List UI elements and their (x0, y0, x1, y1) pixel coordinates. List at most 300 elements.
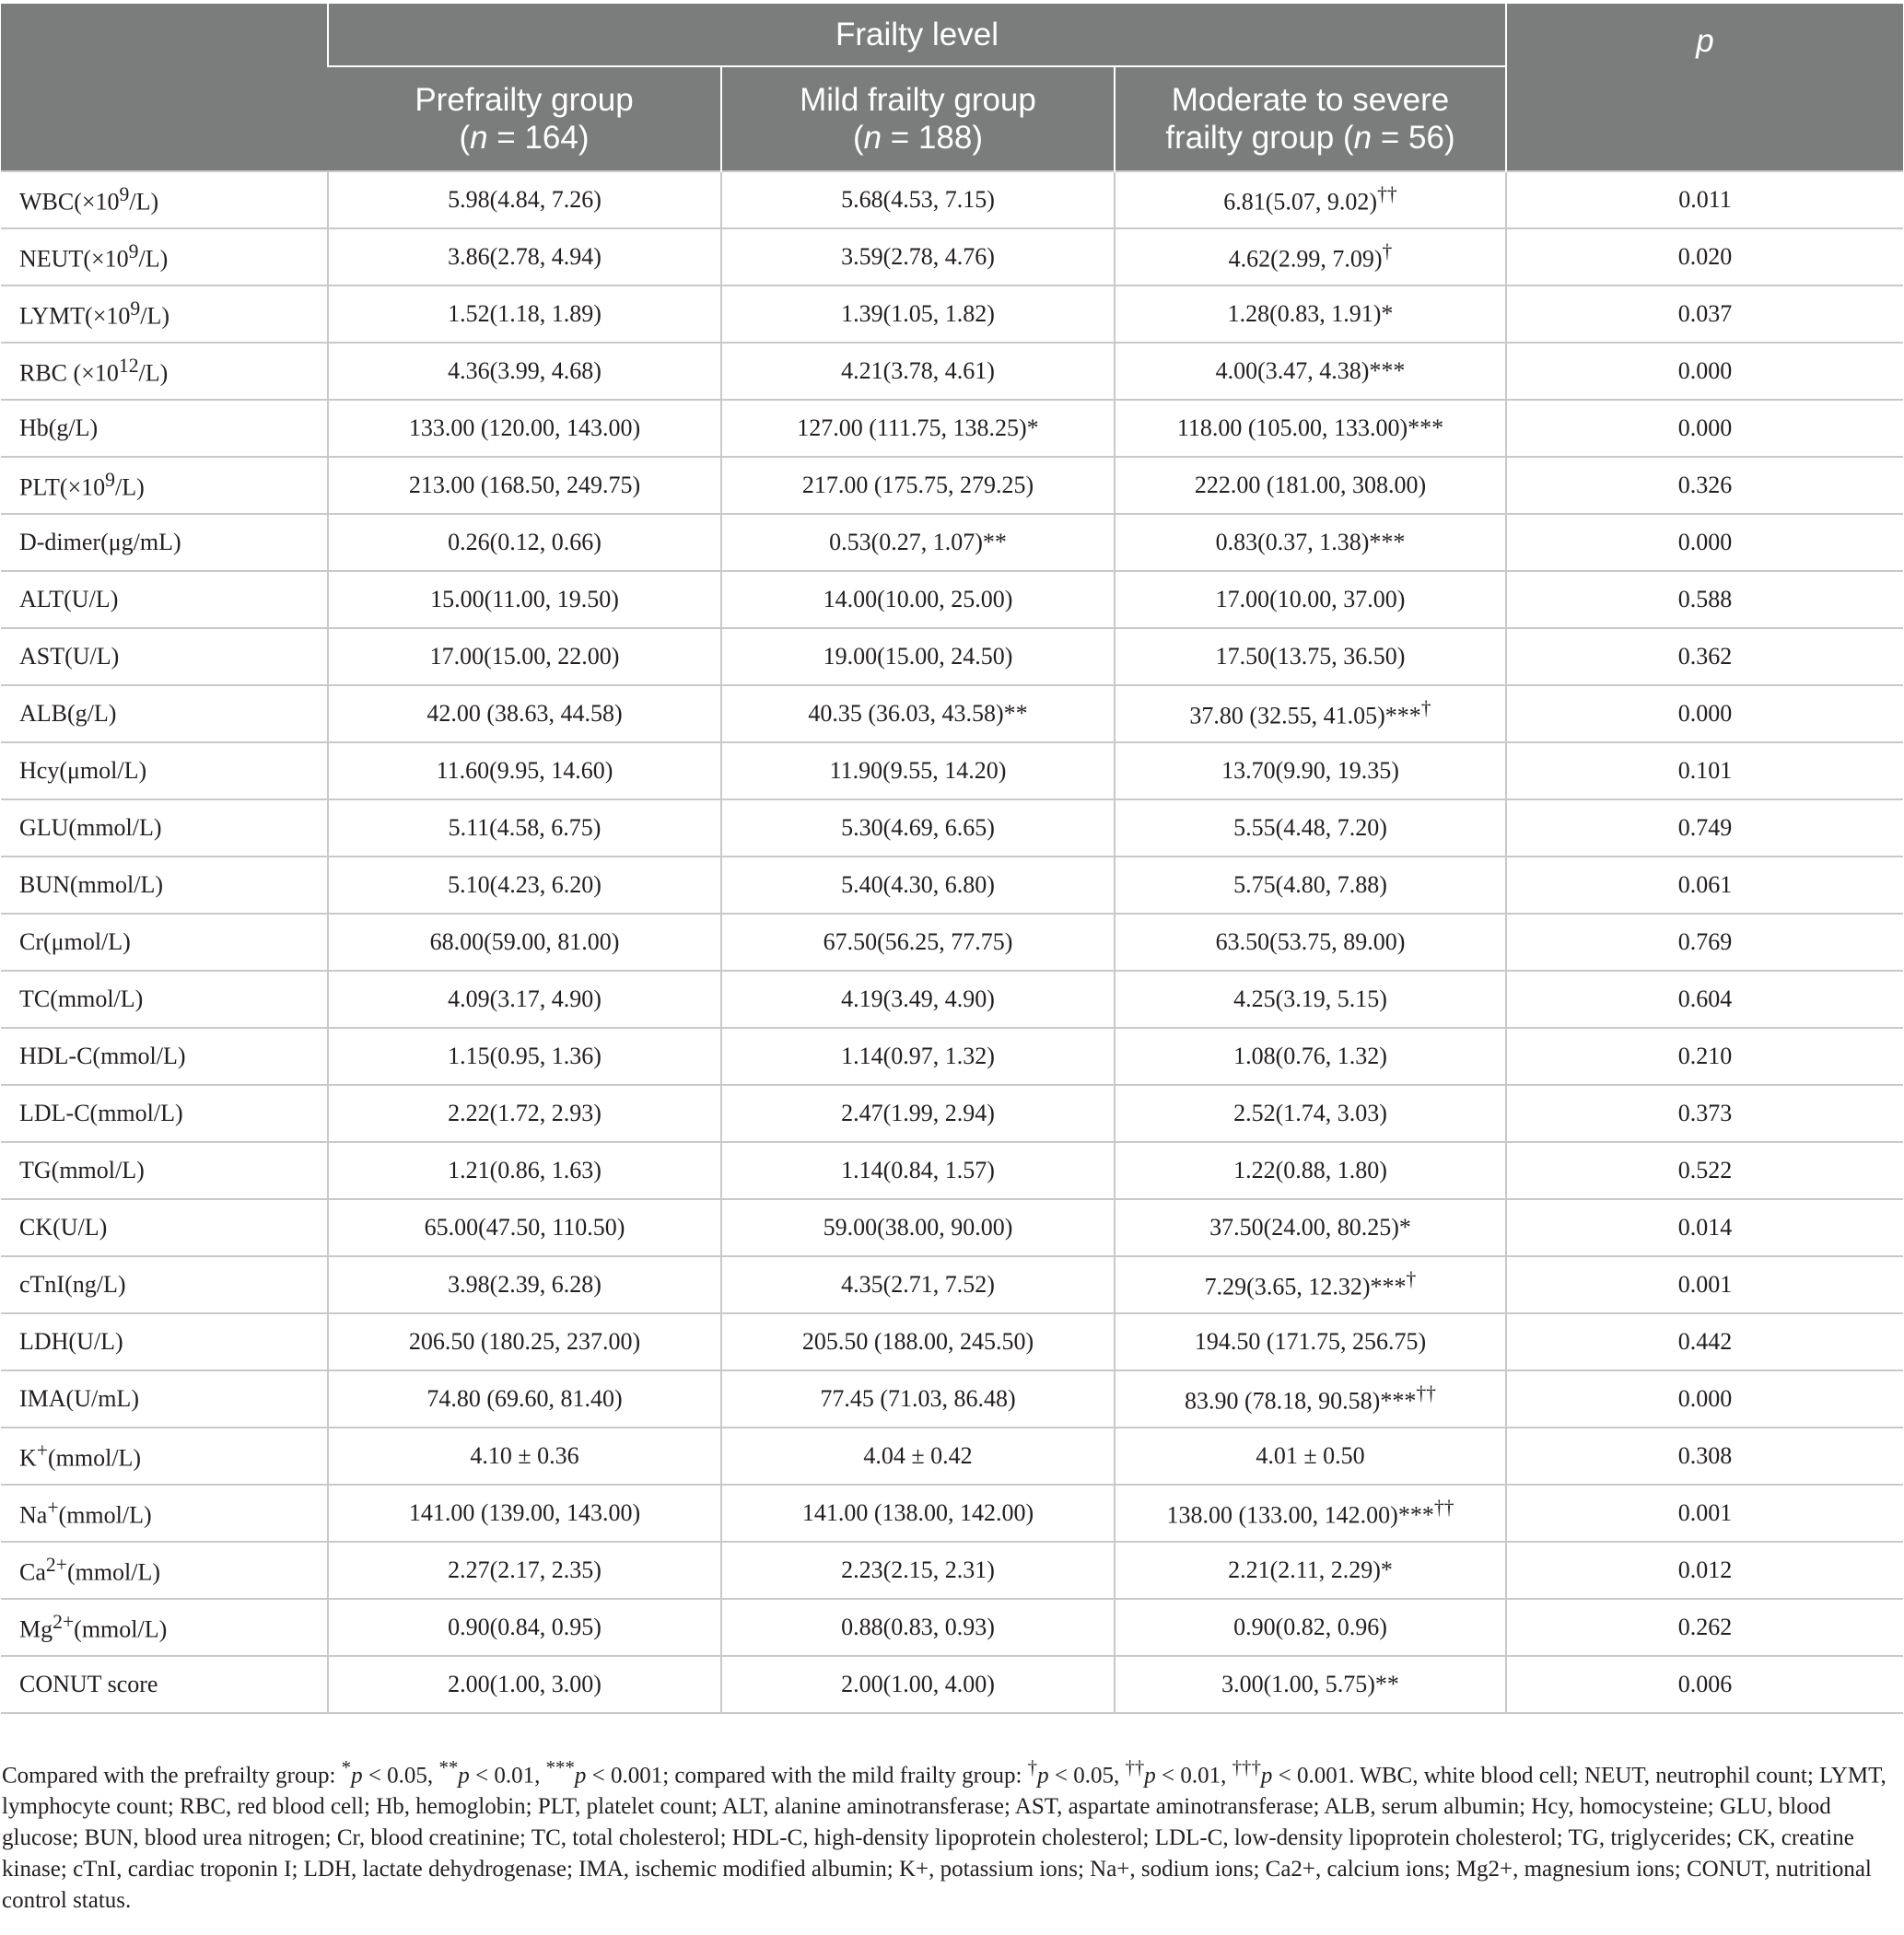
cell-value: 141.00 (139.00, 143.00) (408, 1499, 641, 1526)
cell-value: 222.00 (181.00, 308.00) (1194, 472, 1427, 498)
table-row (1, 1142, 1903, 1199)
footnote-text: < 0.01, (469, 1763, 546, 1789)
prefrailty-value (328, 1599, 721, 1656)
table-row (1, 457, 1903, 514)
cell-value: 4.35(2.71, 7.52) (841, 1271, 995, 1298)
cell-value: 1.21(0.86, 1.63) (448, 1157, 602, 1183)
table-row (1, 685, 1903, 742)
mild-frailty-value (721, 1599, 1115, 1656)
mild-frailty-value (721, 286, 1115, 343)
table-row (1, 1485, 1903, 1542)
prefrailty-value (328, 1656, 721, 1713)
row-label-cell (1, 1370, 328, 1428)
group-header-moderate-severe: Moderate to severe frailty group (n = 56) (1115, 66, 1506, 171)
cell-value: 5.30(4.69, 6.65) (841, 814, 995, 841)
mild-frailty-value (721, 1256, 1115, 1313)
row-label-cell (1, 1085, 328, 1142)
prefrailty-value (328, 1028, 721, 1085)
mild-frailty-value (721, 857, 1115, 914)
row-label: TC(mmol/L) (19, 985, 144, 1012)
footnote-p: p (1037, 1763, 1049, 1789)
significance-mark: †† (1377, 183, 1397, 206)
row-label-cell (1, 514, 328, 571)
cell-value: 1.22(0.88, 1.80) (1233, 1157, 1387, 1183)
prefrailty-value (328, 1542, 721, 1599)
row-label-cell (1, 971, 328, 1028)
footnote-text: < 0.001. WBC, white blood cell; NEUT, neutrophil count; LYMT, lymphocyte count; RBC, red blood cell; Hb, hemoglobin; PLT, platelet count; ALT, alanine aminotransferase; AST, aspartate aminotransferase; ALB, serum albumin; Hcy, homocysteine; GLU, blood glucose; BUN, blood urea nitrogen; Cr, blood creatinine; TC, total cholesterol; HDL-C, high-density lipoprotein cholesterol; LDL-C, low-density lipoprotein cholesterol; TG, triglycerides; CK, creatine kinase; cTnI, cardiac troponin I; LDH, lactate dehydrogenase; IMA, ischemic modified albumin; K+, potassium ions; Na+, sodium ions; Ca2+, calcium ions; Mg2+, magnesium ions; CONUT, nutritional control status. (2, 1763, 1886, 1914)
footnote-text: < 0.05, (362, 1763, 439, 1789)
row-label: RBC (×10 (19, 359, 119, 387)
row-label-cell (1, 286, 328, 343)
significance-mark: †† (1433, 1497, 1454, 1520)
row-label-unit: /L) (140, 302, 169, 330)
footnote-p: p (1144, 1763, 1156, 1789)
cell-value: 5.10(4.23, 6.20) (448, 871, 602, 898)
footnote-sym-4: † (1027, 1756, 1038, 1778)
row-label-cell (1, 571, 328, 628)
row-label-cell (1, 1256, 328, 1313)
prefrailty-value (328, 400, 721, 457)
mild-frailty-value (721, 1199, 1115, 1256)
p-value: 0.373 (1506, 1085, 1903, 1142)
row-label: CK(U/L) (19, 1214, 108, 1241)
row-label-superscript: + (47, 1497, 59, 1520)
cell-value: 4.62(2.99, 7.09) (1228, 245, 1383, 273)
row-label-cell (1, 1199, 328, 1256)
p-value: 0.014 (1506, 1199, 1903, 1256)
cell-value: 67.50(56.25, 77.75) (823, 928, 1013, 955)
prefrailty-value (328, 343, 721, 400)
mild-frailty-value (721, 1313, 1115, 1370)
p-value: 0.037 (1506, 286, 1903, 343)
significance-mark: †† (1416, 1382, 1436, 1405)
cell-value: 2.27(2.17, 2.35) (448, 1556, 602, 1583)
moderate-severe-value (1115, 1199, 1506, 1256)
row-label-cell (1, 628, 328, 685)
prefrailty-value (328, 799, 721, 857)
row-label-cell (1, 685, 328, 742)
row-label: ALB(g/L) (19, 700, 117, 727)
footnote-text: < 0.05, (1048, 1763, 1126, 1789)
moderate-severe-value (1115, 799, 1506, 857)
cell-value: 14.00(10.00, 25.00) (823, 586, 1013, 612)
p-value: 0.522 (1506, 1142, 1903, 1199)
row-label: cTnI(ng/L) (19, 1271, 126, 1298)
row-label-cell (1, 171, 328, 228)
row-label: PLT(×10 (19, 473, 106, 501)
p-value-header (1506, 4, 1903, 171)
row-label: Ca (19, 1558, 46, 1586)
footnote-p: p (1260, 1763, 1273, 1789)
mild-frailty-value (721, 1428, 1115, 1485)
cell-value: 17.00(15.00, 22.00) (429, 643, 620, 670)
row-label: Na (19, 1501, 48, 1529)
row-label-cell (1, 1656, 328, 1713)
row-label-unit: (mmol/L) (48, 1444, 142, 1472)
prefrailty-value (328, 857, 721, 914)
group-header-mild: Mild frailty group (n = 188) (721, 66, 1115, 171)
row-label: LDH(U/L) (19, 1328, 123, 1355)
row-label-unit: /L) (129, 188, 159, 216)
group-n-value: = 56 (1372, 120, 1444, 156)
mild-frailty-value (721, 1028, 1115, 1085)
p-value: 0.101 (1506, 742, 1903, 799)
p-value: 0.000 (1506, 400, 1903, 457)
mild-frailty-value (721, 1485, 1115, 1542)
group-n-symbol: n (470, 120, 488, 156)
moderate-severe-value (1115, 228, 1506, 286)
cell-value: 1.15(0.95, 1.36) (448, 1043, 602, 1069)
table-header (1, 4, 1903, 171)
mild-frailty-value (721, 571, 1115, 628)
cell-value: 2.21(2.11, 2.29)* (1228, 1556, 1393, 1583)
table-row (1, 1085, 1903, 1142)
table-row (1, 1370, 1903, 1428)
table-row (1, 1199, 1903, 1256)
p-value: 0.020 (1506, 228, 1903, 286)
cell-value: 0.90(0.82, 0.96) (1233, 1614, 1387, 1640)
prefrailty-value (328, 914, 721, 971)
cell-value: 65.00(47.50, 110.50) (424, 1214, 625, 1241)
footnote-sym-3: *** (545, 1756, 575, 1778)
p-value: 0.308 (1506, 1428, 1903, 1485)
cell-value: 19.00(15.00, 24.50) (823, 643, 1013, 670)
p-value: 0.588 (1506, 571, 1903, 628)
cell-value: 11.90(9.55, 14.20) (829, 757, 1007, 784)
cell-value: 213.00 (168.50, 249.75) (408, 472, 641, 498)
p-value: 0.362 (1506, 628, 1903, 685)
row-label-cell (1, 1542, 328, 1599)
table-footnote (2, 1752, 1898, 1917)
mild-frailty-value (721, 685, 1115, 742)
cell-value: 1.14(0.84, 1.57) (841, 1157, 995, 1183)
prefrailty-value (328, 971, 721, 1028)
row-label-cell (1, 343, 328, 400)
table-row (1, 628, 1903, 685)
row-label-cell (1, 799, 328, 857)
cell-value: 5.75(4.80, 7.88) (1233, 871, 1387, 898)
row-label-superscript: 12 (118, 355, 139, 378)
moderate-severe-value (1115, 286, 1506, 343)
prefrailty-value (328, 1485, 721, 1542)
moderate-severe-value (1115, 685, 1506, 742)
row-label-unit: (mmol/L) (66, 1558, 161, 1586)
cell-value: 1.08(0.76, 1.32) (1233, 1043, 1387, 1069)
table-row (1, 514, 1903, 571)
moderate-severe-value (1115, 1656, 1506, 1713)
mild-frailty-value (721, 914, 1115, 971)
prefrailty-value (328, 514, 721, 571)
p-value: 0.769 (1506, 914, 1903, 971)
row-label-superscript: 9 (119, 183, 130, 206)
row-label: Hcy(μmol/L) (19, 757, 147, 784)
cell-value: 1.14(0.97, 1.32) (841, 1043, 995, 1069)
footnote-sym-6: ††† (1232, 1756, 1261, 1778)
mild-frailty-value (721, 1656, 1115, 1713)
cell-value: 1.52(1.18, 1.89) (448, 300, 602, 327)
cell-value: 59.00(38.00, 90.00) (823, 1214, 1013, 1241)
row-label: Cr(μmol/L) (19, 928, 131, 955)
cell-value: 217.00 (175.75, 279.25) (801, 472, 1034, 498)
table-row (1, 286, 1903, 343)
row-label: TG(mmol/L) (19, 1157, 145, 1183)
p-header-text: p (1696, 23, 1714, 59)
significance-mark: † (1382, 240, 1393, 263)
row-label-cell (1, 228, 328, 286)
cell-value: 4.36(3.99, 4.68) (448, 357, 602, 384)
moderate-severe-value (1115, 1599, 1506, 1656)
cell-value: 68.00(59.00, 81.00) (429, 928, 620, 955)
moderate-severe-value (1115, 1485, 1506, 1542)
row-label: ALT(U/L) (19, 586, 119, 612)
table-body (1, 171, 1903, 1713)
cell-value: 4.04 ± 0.42 (863, 1442, 973, 1469)
cell-value: 13.70(9.90, 19.35) (1221, 757, 1399, 784)
cell-value: 74.80 (69.60, 81.40) (426, 1385, 623, 1412)
row-label: GLU(mmol/L) (19, 814, 162, 841)
p-value: 0.262 (1506, 1599, 1903, 1656)
prefrailty-value (328, 1256, 721, 1313)
table-row (1, 971, 1903, 1028)
cell-value: 0.26(0.12, 0.66) (448, 529, 602, 555)
moderate-severe-value (1115, 971, 1506, 1028)
cell-value: 0.53(0.27, 1.07)** (829, 529, 1007, 555)
cell-value: 0.88(0.83, 0.93) (841, 1614, 995, 1640)
row-label-unit: (mmol/L) (58, 1501, 152, 1529)
prefrailty-value (328, 1313, 721, 1370)
row-label: NEUT(×10 (19, 245, 129, 273)
prefrailty-value (328, 685, 721, 742)
moderate-severe-value (1115, 343, 1506, 400)
cell-value: 1.28(0.83, 1.91)* (1227, 300, 1394, 327)
prefrailty-value (328, 457, 721, 514)
row-label-superscript: + (36, 1440, 48, 1463)
cell-value: 141.00 (138.00, 142.00) (801, 1499, 1034, 1526)
cell-value: 7.29(3.65, 12.32)*** (1204, 1273, 1407, 1300)
lab-results-table (1, 4, 1903, 1714)
row-label-superscript: 2+ (45, 1554, 67, 1577)
table-row (1, 571, 1903, 628)
footnote-lead: Compared with the prefrailty group: (2, 1763, 342, 1789)
p-value: 0.011 (1506, 171, 1903, 228)
table-row (1, 400, 1903, 457)
p-value: 0.749 (1506, 799, 1903, 857)
cell-value: 3.00(1.00, 5.75)** (1221, 1671, 1399, 1697)
cell-value: 5.55(4.48, 7.20) (1233, 814, 1387, 841)
p-value: 0.000 (1506, 343, 1903, 400)
cell-value: 2.00(1.00, 4.00) (841, 1671, 995, 1697)
row-label: BUN(mmol/L) (19, 871, 163, 898)
mild-frailty-value (721, 1370, 1115, 1428)
cell-value: 133.00 (120.00, 143.00) (408, 414, 641, 441)
table-row (1, 742, 1903, 799)
cell-value: 5.98(4.84, 7.26) (448, 186, 602, 213)
moderate-severe-value (1115, 457, 1506, 514)
significance-mark: † (1420, 697, 1431, 720)
moderate-severe-value (1115, 1542, 1506, 1599)
prefrailty-value (328, 571, 721, 628)
moderate-severe-value (1115, 1428, 1506, 1485)
cell-value: 0.83(0.37, 1.38)*** (1215, 529, 1406, 555)
prefrailty-value (328, 228, 721, 286)
group-header-prefrailty: Prefrailty group (n = 164) (328, 66, 721, 171)
corner-cell (1, 4, 328, 171)
row-label: IMA(U/mL) (19, 1385, 139, 1412)
p-value: 0.006 (1506, 1656, 1903, 1713)
cell-value: 0.90(0.84, 0.95) (448, 1614, 602, 1640)
prefrailty-value (328, 1370, 721, 1428)
moderate-severe-value (1115, 1028, 1506, 1085)
cell-value: 83.90 (78.18, 90.58)*** (1185, 1387, 1417, 1415)
row-label-unit: /L) (138, 245, 169, 273)
row-label: D-dimer(μg/mL) (19, 529, 181, 555)
moderate-severe-value (1115, 1085, 1506, 1142)
group-name: Prefrailty group (415, 82, 634, 118)
table-row (1, 1599, 1903, 1656)
mild-frailty-value (721, 171, 1115, 228)
footnote-sym-2: ** (438, 1756, 459, 1778)
cell-value: 205.50 (188.00, 245.50) (801, 1328, 1034, 1355)
table-row (1, 1542, 1903, 1599)
table-row (1, 1428, 1903, 1485)
cell-value: 4.10 ± 0.36 (470, 1442, 579, 1469)
moderate-severe-value (1115, 400, 1506, 457)
prefrailty-value (328, 171, 721, 228)
cell-value: 63.50(53.75, 89.00) (1215, 928, 1406, 955)
cell-value: 4.19(3.49, 4.90) (841, 985, 995, 1012)
cell-value: 15.00(11.00, 19.50) (430, 586, 619, 612)
cell-value: 118.00 (105.00, 133.00)*** (1176, 414, 1444, 441)
row-label: LDL-C(mmol/L) (19, 1100, 183, 1126)
cell-value: 37.80 (32.55, 41.05)*** (1189, 702, 1421, 729)
row-label-cell (1, 1485, 328, 1542)
footnote-text: < 0.001; compared with the mild frailty group: (586, 1763, 1028, 1789)
table-row (1, 1656, 1903, 1713)
cell-value: 17.50(13.75, 36.50) (1215, 643, 1406, 670)
cell-value: 4.09(3.17, 4.90) (448, 985, 602, 1012)
row-label: HDL-C(mmol/L) (19, 1043, 186, 1069)
row-label-unit: (mmol/L) (74, 1615, 168, 1643)
footnote-p: p (458, 1763, 470, 1789)
row-label-unit: /L) (115, 473, 145, 501)
cell-value: 206.50 (180.25, 237.00) (408, 1328, 641, 1355)
cell-value: 37.50(24.00, 80.25)* (1209, 1214, 1411, 1241)
table-row (1, 857, 1903, 914)
cell-value: 6.81(5.07, 9.02) (1223, 188, 1378, 216)
cell-value: 4.25(3.19, 5.15) (1233, 985, 1387, 1012)
moderate-severe-value (1115, 914, 1506, 971)
cell-value: 11.60(9.95, 14.60) (436, 757, 613, 784)
row-label-superscript: 9 (128, 240, 139, 263)
table-row (1, 1313, 1903, 1370)
p-value: 0.001 (1506, 1485, 1903, 1542)
cell-value: 138.00 (133.00, 142.00)*** (1166, 1501, 1434, 1529)
mild-frailty-value (721, 799, 1115, 857)
row-label: K (19, 1444, 37, 1472)
cell-value: 3.86(2.78, 4.94) (448, 243, 602, 270)
prefrailty-value (328, 286, 721, 343)
cell-value: 2.23(2.15, 2.31) (841, 1556, 995, 1583)
table-row (1, 1256, 1903, 1313)
p-value: 0.604 (1506, 971, 1903, 1028)
cell-value: 42.00 (38.63, 44.58) (426, 700, 623, 727)
cell-value: 2.22(1.72, 2.93) (448, 1100, 602, 1126)
p-value: 0.442 (1506, 1313, 1903, 1370)
cell-value: 17.00(10.00, 37.00) (1215, 586, 1406, 612)
prefrailty-value (328, 1428, 721, 1485)
moderate-severe-value (1115, 171, 1506, 228)
row-label: Hb(g/L) (19, 414, 99, 441)
prefrailty-value (328, 1085, 721, 1142)
table-row (1, 799, 1903, 857)
cell-value: 4.01 ± 0.50 (1256, 1442, 1365, 1469)
moderate-severe-value (1115, 1142, 1506, 1199)
p-value: 0.000 (1506, 685, 1903, 742)
footnote-sym-1: * (341, 1756, 352, 1778)
footnote-sym-5: †† (1125, 1756, 1145, 1778)
p-value: 0.061 (1506, 857, 1903, 914)
mild-frailty-value (721, 1542, 1115, 1599)
cell-value: 40.35 (36.03, 43.58)** (808, 700, 1028, 727)
group-n-symbol: n (863, 120, 882, 156)
table-row (1, 914, 1903, 971)
group-name: Mild frailty group (800, 82, 1036, 118)
moderate-severe-value (1115, 742, 1506, 799)
mild-frailty-value (721, 514, 1115, 571)
p-value: 0.326 (1506, 457, 1903, 514)
row-label-cell (1, 1313, 328, 1370)
cell-value: 3.98(2.39, 6.28) (448, 1271, 602, 1298)
row-label-cell (1, 1028, 328, 1085)
row-label: LYMT(×10 (19, 302, 131, 330)
row-label-superscript: 9 (130, 297, 141, 321)
mild-frailty-value (721, 343, 1115, 400)
row-label-superscript: 9 (105, 469, 115, 492)
moderate-severe-value (1115, 514, 1506, 571)
row-label-cell (1, 1428, 328, 1485)
moderate-severe-value (1115, 1313, 1506, 1370)
table-row (1, 171, 1903, 228)
row-label-cell (1, 1142, 328, 1199)
group-n-symbol: n (1353, 120, 1373, 156)
significance-mark: † (1406, 1268, 1417, 1291)
p-value: 0.012 (1506, 1542, 1903, 1599)
row-label-unit: /L) (138, 359, 169, 387)
row-label-cell (1, 457, 328, 514)
cell-value: 127.00 (111.75, 138.25)* (797, 414, 1039, 441)
mild-frailty-value (721, 971, 1115, 1028)
cell-value: 5.11(4.58, 6.75) (448, 814, 602, 841)
footnote-p: p (351, 1763, 363, 1789)
row-label-superscript: 2+ (53, 1611, 75, 1634)
moderate-severe-value (1115, 628, 1506, 685)
row-label: AST(U/L) (19, 643, 120, 670)
group-n-value: = 188 (882, 120, 973, 156)
row-label-cell (1, 857, 328, 914)
cell-value: 4.21(3.78, 4.61) (841, 357, 995, 384)
cell-value: 5.68(4.53, 7.15) (841, 186, 995, 213)
cell-value: 5.40(4.30, 6.80) (841, 871, 995, 898)
prefrailty-value (328, 1199, 721, 1256)
moderate-severe-value (1115, 857, 1506, 914)
prefrailty-value (328, 628, 721, 685)
cell-value: 3.59(2.78, 4.76) (841, 243, 995, 270)
mild-frailty-value (721, 1142, 1115, 1199)
moderate-severe-value (1115, 1256, 1506, 1313)
footnote-p: p (574, 1763, 587, 1789)
prefrailty-value (328, 742, 721, 799)
mild-frailty-value (721, 457, 1115, 514)
